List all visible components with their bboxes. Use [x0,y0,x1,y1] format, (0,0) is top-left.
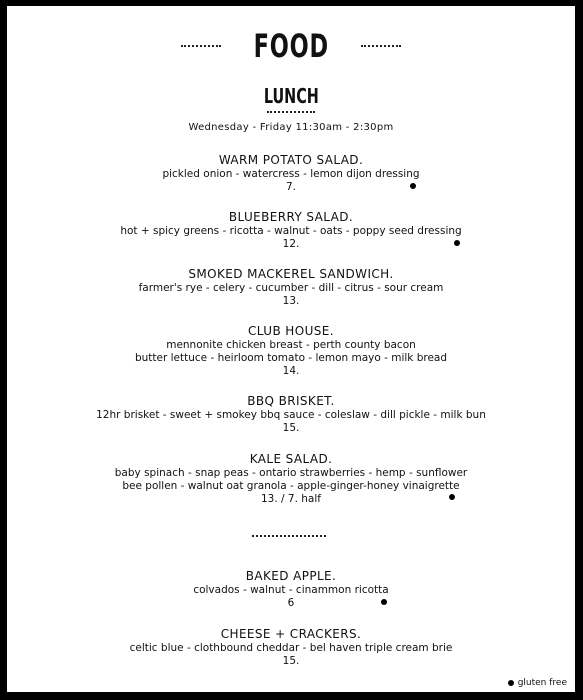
menu-item-description: farmer's rye - celery - cucumber - dill - citrus - sour cream [138,282,444,294]
gluten-free-legend [508,678,567,688]
menu-item-price: 12. [282,238,300,250]
menu-item-description: hot + spicy greens - ricotta - walnut - oats - poppy seed dressing [120,225,462,237]
legend-label: gluten free [517,678,567,688]
menu-item-price: 13. / 7. half [261,493,321,505]
section-title: LUNCH [263,84,319,108]
menu-item [7,394,575,435]
menu-item-name: CHEESE + CRACKERS. [220,627,362,641]
menu-item [7,210,575,251]
menu-item-name: BLUEBERRY SALAD. [228,210,354,224]
menu-item-description: 12hr brisket - sweet + smokey bbq sauce - coleslaw - dill pickle - milk bun [96,409,486,421]
menu-title: FOOD [253,27,329,65]
right-dotted-rule [361,45,401,47]
menu-item-description: bee pollen - walnut oat granola - apple-ginger-honey vinaigrette [122,480,460,492]
gluten-free-dot-icon [410,183,416,189]
menu-item-price: 6 [287,597,295,609]
menu-item-description: celtic blue - clothbound cheddar - bel haven triple cream brie [129,642,453,654]
menu-item-description: pickled onion - watercress - lemon dijon dressing [162,168,420,180]
gluten-free-dot-icon [508,680,514,686]
section-underline [267,111,315,113]
menu-item-price: 15. [282,655,300,667]
menu-item [7,153,575,194]
service-hours: Wednesday - Friday 11:30am - 2:30pm [188,122,394,133]
menu-item [7,324,575,378]
menu-item-name: SMOKED MACKEREL SANDWICH. [188,267,394,281]
left-dotted-rule [181,45,221,47]
menu-item-description: baby spinach - snap peas - ontario strawberries - hemp - sunflower [114,467,468,479]
menu-item [7,452,575,506]
menu-item-description: colvados - walnut - cinammon ricotta [193,584,389,596]
menu-item-description: butter lettuce - heirloom tomato - lemon mayo - milk bread [134,352,448,364]
menu-item-name: BAKED APPLE. [245,569,337,583]
section-divider [252,535,326,537]
menu-item-name: KALE SALAD. [249,452,333,466]
menu-item [7,267,575,308]
menu-item-name: WARM POTATO SALAD. [218,153,364,167]
gluten-free-dot-icon [454,240,460,246]
menu-item-price: 14. [282,365,300,377]
menu-item-price: 7. [285,181,297,193]
header [7,27,575,65]
menu-item-name: CLUB HOUSE. [248,324,334,338]
gluten-free-dot-icon [449,494,455,500]
gluten-free-dot-icon [381,599,387,605]
menu-item-name: BBQ BRISKET. [247,394,335,408]
menu-item [7,569,575,610]
menu-item-price: 13. [282,295,300,307]
menu-item-price: 15. [282,422,300,434]
menu-item [7,627,575,668]
menu-item-description: mennonite chicken breast - perth county bacon [166,339,416,351]
menu-page [7,6,575,692]
